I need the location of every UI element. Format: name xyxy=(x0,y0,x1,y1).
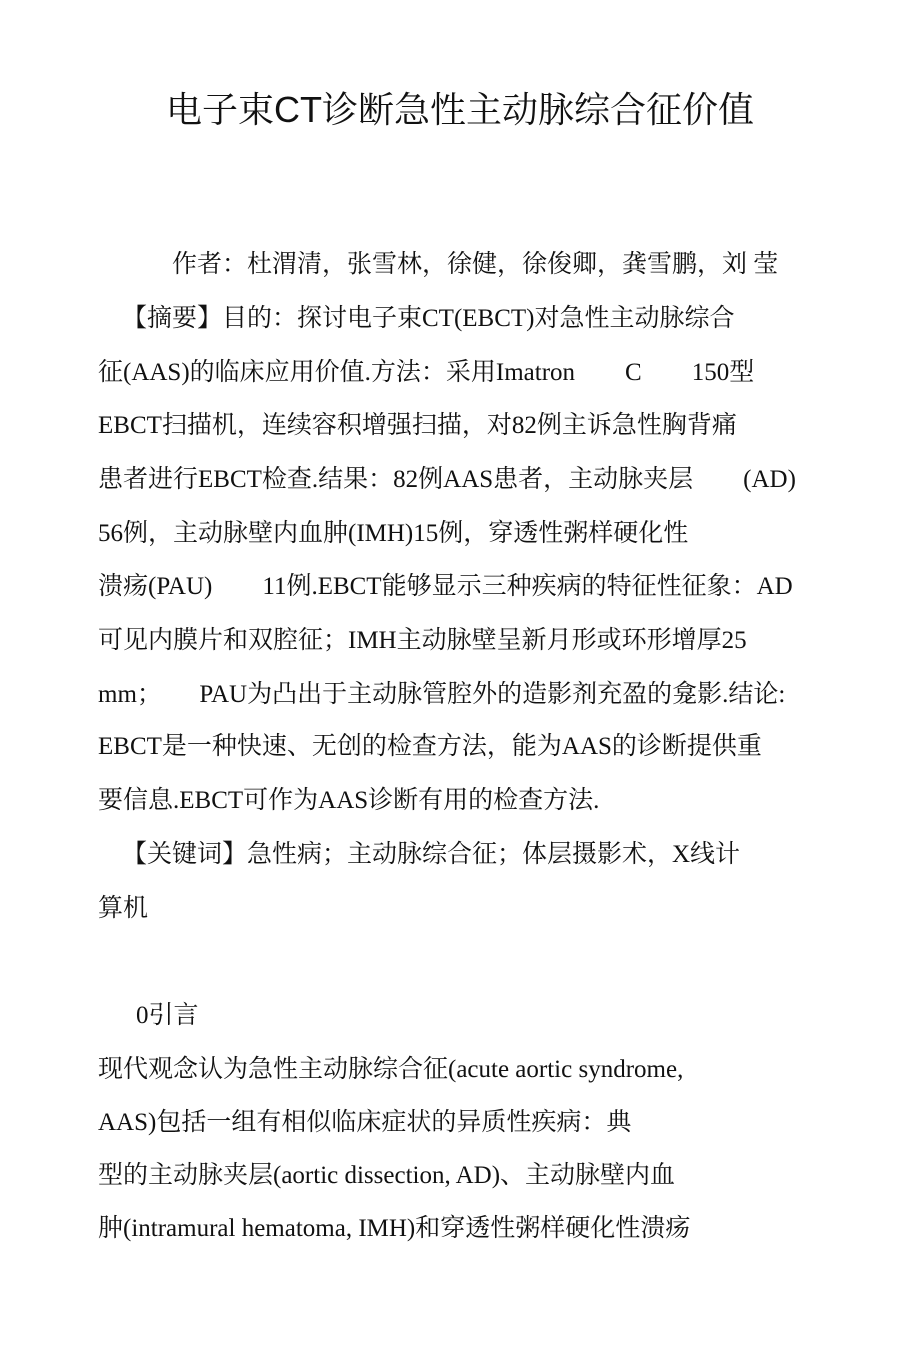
abstract-line: 征(AAS)的临床应用价值.方法：采用Imatron C 150型 xyxy=(98,359,755,386)
abstract-line: 56例，主动脉壁内血肿(IMH)15例，穿透性粥样硬化性 xyxy=(98,520,689,547)
intro-line: 型的主动脉夹层(aortic dissection, AD)、主动脉壁内血 xyxy=(98,1162,676,1189)
keywords-line: 算机 xyxy=(98,895,149,922)
document-title: 电子束CT诊断急性主动脉综合征价值 xyxy=(166,89,754,130)
intro-line: 现代观念认为急性主动脉综合征(acute aortic syndrome, xyxy=(98,1056,684,1083)
abstract-line: EBCT是一种快速、无创的检查方法，能为AAS的诊断提供重 xyxy=(98,733,762,760)
abstract-line: 【摘要】目的：探讨电子束CT(EBCT)对急性主动脉综合 xyxy=(122,305,735,332)
abstract-line: 可见内膜片和双腔征；IMH主动脉壁呈新月形或环形增厚25 xyxy=(98,627,747,654)
intro-line: 肿(intramural hematoma, IMH)和穿透性粥样硬化性溃疡 xyxy=(98,1215,691,1242)
intro-line: AAS)包括一组有相似临床症状的异质性疾病：典 xyxy=(98,1109,632,1136)
abstract-line: 溃疡(PAU) 11例.EBCT能够显示三种疾病的特征性征象：AD xyxy=(98,573,793,600)
abstract-line: EBCT扫描机，连续容积增强扫描，对82例主诉急性胸背痛 xyxy=(98,412,737,439)
section-heading: 0引言 xyxy=(136,1002,199,1029)
abstract-line: mm； PAU为凸出于主动脉管腔外的造影剂充盈的龛影.结论: xyxy=(98,681,786,708)
abstract-line: 患者进行EBCT检查.结果：82例AAS患者，主动脉夹层 (AD) xyxy=(98,466,796,493)
keywords-line: 【关键词】急性病；主动脉综合征；体层摄影术，X线计 xyxy=(122,841,741,868)
authors: 作者：杜渭清，张雪林，徐健，徐俊卿，龚雪鹏，刘 莹 xyxy=(172,251,779,278)
abstract-line: 要信息.EBCT可作为AAS诊断有用的检查方法. xyxy=(98,787,600,814)
